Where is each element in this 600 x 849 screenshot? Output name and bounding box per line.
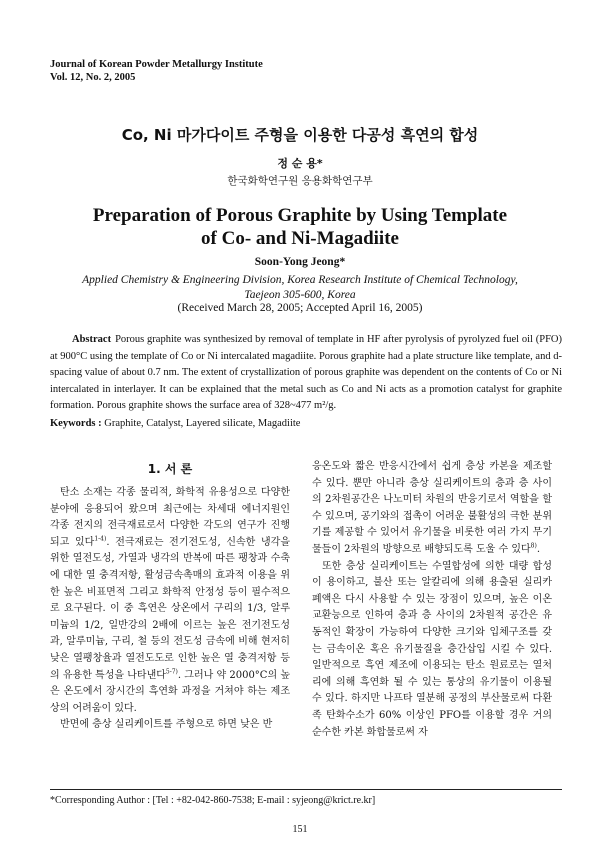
citation: 1-4) — [94, 535, 107, 543]
abstract — [50, 332, 562, 415]
journal-name: Journal of Korean Powder Metallurgy Institute — [50, 59, 263, 70]
korean-title: Co, Ni 마가다이트 주형을 이용한 다공성 흑연의 합성 — [121, 126, 479, 144]
right-column — [312, 459, 552, 741]
english-title-line1: Preparation of Porous Graphite by Using Template — [92, 205, 508, 226]
abstract-label: Abstract — [72, 334, 112, 345]
body-text: 응온도와 짧은 반응시간에서 쉽게 층상 카본을 제조할 수 있다. 뿐만 아니라 층상 실리케이트의 층과 층 사이의 2차원공간은 나노미터 차원의 반응기로서 역할을 할 수 있으며, 공기와의 접촉이 어려운 불활성의 극한 분위기를 제공할 수 있어서 유기물을 비롯한 여러 가지 무기물들이 2차원의 방향으로 배향되도록 도울 수 있다 — [312, 461, 552, 555]
body-text: . 전극재료는 전기전도성, 신속한 냉각을 위한 열전도성, 가열과 냉각의 반복에 따른 팽창과 수축에 대한 열 충격저항, 활성금속촉매의 효과적 이용을 위한 높은 비표면적 그리고 화학적 안정성 등이 필수적으로 요구된다. 이 중 흑연은 상온에서 구리의 1/3, 알루미늄의 1/2, 일반강의 2배에 이르는 높은 전기전도성과, 알루미늄, 구리, 철 등의 전도성 금속에 비해 현저히 낮은 열팽창율과 열전도도로 인한 높은 열 충격저항 등의 유용한 특성을 나타낸다 — [50, 536, 290, 681]
journal-header — [50, 58, 263, 84]
body-text: 탄소 소재는 각종 물리적, 화학적 유용성으로 다양한 분야에 응용되어 왔으며 최근에는 차세대 에너지원인 각종 전지의 전극재료로서 다양한 각도의 연구가 진행 되고 있다 — [50, 487, 290, 548]
english-affiliation-line1: Applied Chemistry & Engineering Division, Korea Research Institute of Chemical Technology, — [82, 274, 518, 286]
body-paragraph: 또한 층상 실리케이트는 수열합성에 의한 대량 합성이 용이하고, 불산 또는 알칼리에 의해 용출된 실리카 폐액은 다시 사용할 수 있는 장점이 있으며, 높은 이온 교환능으로 인하여 층과 층 사이의 2차원적 공간은 유동적인 확장이 가능하여 다양한 크기와 입체구조를 갖는 금속이온 혹은 유기물질을 층간삽입 시킬 수 있다. 일반적으로 흑연 제조에 이용되는 탄소 원료로는 열처리에 의해 흑연화 될 수 있는 통상의 유기물이 이용될 수 있다. 하지만 나프타 열분해 공정의 부산물로써 다환족 탄화수소가 60% 이상인 PFO를 이용할 경우 거의 순수한 카본 화합물로써 자 — [312, 560, 552, 738]
body-paragraph — [312, 459, 552, 559]
korean-affiliation: 한국화학연구원 응용화학연구부 — [227, 175, 373, 187]
page-number: 151 — [292, 824, 308, 835]
citation: 8) — [530, 542, 537, 550]
english-author: Soon-Yong Jeong* — [254, 256, 346, 268]
keywords-label: Keywords : — [50, 418, 102, 429]
received-dates: (Received March 28, 2005; Accepted April 16, 2005) — [177, 302, 423, 314]
keywords — [50, 418, 562, 429]
english-title-line2: of Co- and Ni-Magadiite — [201, 228, 399, 249]
body-text: . 그러나 약 2000°C의 높은 온도에서 장시간의 흑연화 과정을 거쳐야 하는 제조상의 어려움이 있다. — [50, 669, 290, 714]
body-text: . — [536, 543, 540, 555]
body-paragraph: 반면에 층상 실리케이트를 주형으로 하면 낮은 반 — [60, 719, 273, 731]
korean-author: 정 순 용* — [277, 157, 323, 170]
corresponding-author-footnote: *Corresponding Author : [Tel : +82-042-860-7538; E-mail : syjeong@krict.re.kr] — [50, 795, 376, 806]
abstract-text: Porous graphite was synthesized by removal of template in HF after pyrolysis of pyrolyzed fuel oil (PFO) at 900°C using the template of Co or Ni intercalated magadiite. Porous graphite had a plate structure like template, and d-spacing value of about 0.7 nm. The extent of crystallization of porous graphite was dependent on the contents of Co or Ni intercalated in interlayer. It can be explained that the metal such as Co and Ni acts as a promotion catalyst for graphite formation. Porous graphite shows the surface area of 328~477 m²/g. — [50, 334, 562, 411]
body-paragraph — [50, 485, 290, 717]
keywords-text: Graphite, Catalyst, Layered silicate, Magadiite — [104, 418, 301, 429]
citation: 5-7) — [165, 668, 178, 676]
english-title — [0, 204, 600, 250]
english-affiliation — [0, 273, 600, 303]
left-column — [50, 485, 290, 734]
english-affiliation-line2: Taejeon 305-600, Korea — [244, 289, 356, 301]
section-heading: 1. 서 론 — [147, 462, 193, 476]
footnote-divider — [50, 789, 562, 790]
journal-volume: Vol. 12, No. 2, 2005 — [50, 72, 136, 83]
